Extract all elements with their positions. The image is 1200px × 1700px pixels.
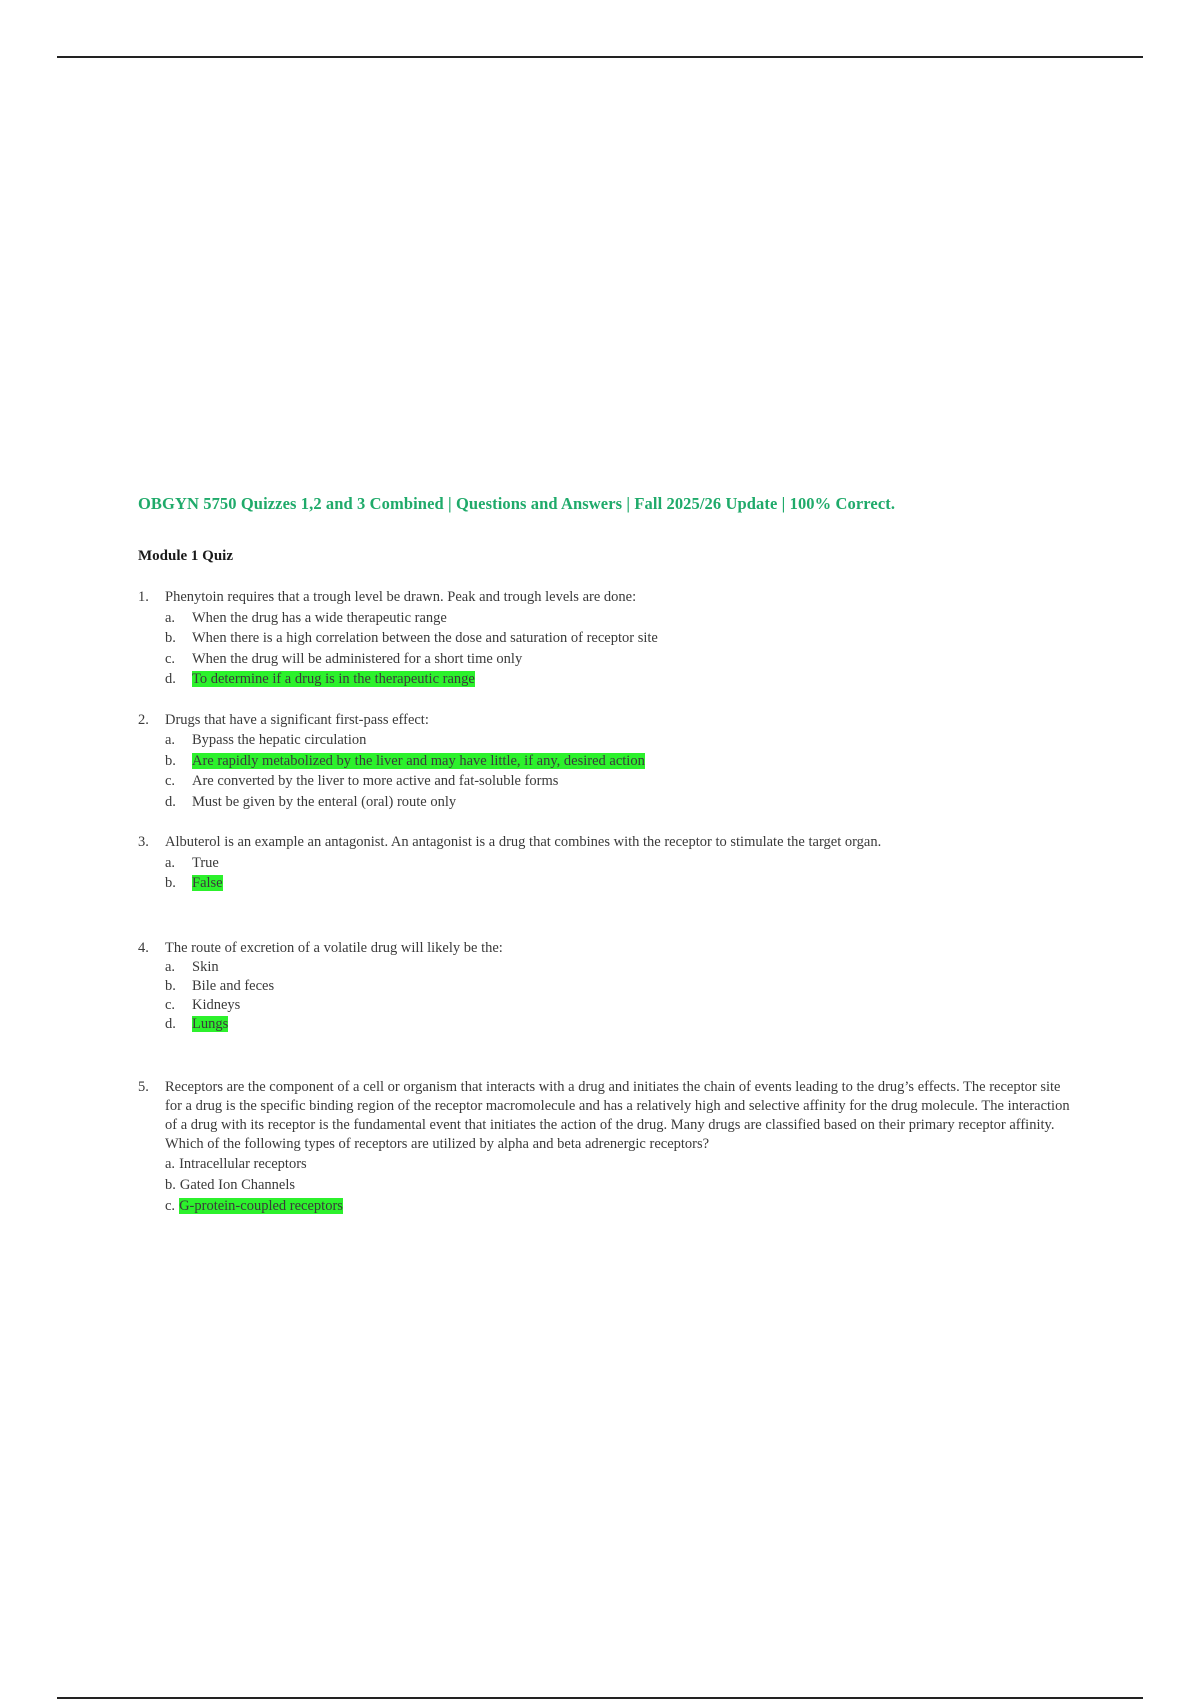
options-list <box>165 608 1078 690</box>
question-number: 4. <box>138 939 149 956</box>
option-text: Intracellular receptors <box>179 1156 307 1172</box>
question-2 <box>138 710 1078 731</box>
option <box>165 628 1078 649</box>
option-letter: b. <box>165 875 176 891</box>
option <box>165 649 1078 670</box>
question-text: Receptors are the component of a cell or organism that interacts with a drug and initiates the chain of events leading to the drug’s effects. The receptor site for a drug is the specific binding region of the receptor macromolecule and has a relatively high and selective affinity for the drug molecule. The interaction of a drug with its receptor is the fundamental event that initiates the action of the drug. Many drugs are classified based on their primary receptor affinity. Which of the following types of receptors are utilized by alpha and beta adrenergic receptors? <box>165 1079 1070 1152</box>
option-letter: a. <box>165 959 176 975</box>
correct-answer-highlight: False <box>192 875 223 891</box>
option <box>165 771 1078 792</box>
question-3 <box>138 832 1078 853</box>
options-list <box>165 853 1078 894</box>
question-number: 2. <box>138 711 149 728</box>
option-correct <box>165 751 1078 772</box>
correct-answer-highlight: To determine if a drug is in the therapeutic range <box>192 671 475 687</box>
option-text: Skin <box>192 959 219 975</box>
option-letter: c. <box>165 650 176 667</box>
question-5 <box>138 1078 1078 1154</box>
option-text: Kidneys <box>192 997 241 1013</box>
document-title: OBGYN 5750 Quizzes 1,2 and 3 Combined | Questions and Answers | Fall 2025/26 Update | 100% Correct. <box>138 494 896 513</box>
options-list <box>165 730 1078 812</box>
question-1 <box>138 587 1078 608</box>
option <box>165 1175 1078 1196</box>
option-text: Must be given by the enteral (oral) route only <box>192 793 457 810</box>
option <box>165 1154 1078 1175</box>
correct-answer-highlight: Lungs <box>192 1016 229 1032</box>
question-text: Albuterol is an example an antagonist. An antagonist is a drug that combines with the receptor to stimulate the target organ. <box>165 834 882 850</box>
option-letter: b. <box>165 978 176 994</box>
document-body <box>138 494 1078 1217</box>
option-correct <box>165 1196 1078 1217</box>
option-correct <box>165 873 1078 894</box>
option-letter: c. <box>165 1198 176 1214</box>
option <box>165 792 1078 813</box>
option-text: Bypass the hepatic circulation <box>192 732 367 748</box>
option <box>165 853 1078 874</box>
option-letter: d. <box>165 671 176 687</box>
option-text: Gated Ion Channels <box>179 1177 296 1193</box>
option-letter: a. <box>165 854 176 871</box>
question-text: Drugs that have a significant first-pass effect: <box>165 711 429 728</box>
question-text: Phenytoin requires that a trough level be drawn. Peak and trough levels are done: <box>165 589 637 605</box>
option-letter: c. <box>165 997 176 1013</box>
question-text: The route of excretion of a volatile drug will likely be the: <box>165 939 503 956</box>
question-4 <box>138 938 1078 959</box>
option-letter: d. <box>165 793 176 810</box>
option-letter: b. <box>165 1177 176 1193</box>
option-letter: b. <box>165 752 176 769</box>
option-letter: b. <box>165 630 176 646</box>
option-letter: d. <box>165 1016 176 1032</box>
options-list <box>165 958 1078 1034</box>
option <box>165 977 1078 996</box>
footer-rule <box>57 1697 1143 1699</box>
option-text: When the drug has a wide therapeutic range <box>192 609 447 626</box>
correct-answer-highlight: Are rapidly metabolized by the liver and may have little, if any, desired action <box>192 752 645 769</box>
option-letter: a. <box>165 732 176 748</box>
options-list <box>165 1154 1078 1217</box>
option <box>165 608 1078 629</box>
question-number: 1. <box>138 589 149 605</box>
option-letter: a. <box>165 1156 176 1172</box>
option-letter: a. <box>165 609 176 626</box>
header-rule <box>57 56 1143 58</box>
option-correct <box>165 1015 1078 1034</box>
option-text: When the drug will be administered for a short time only <box>192 650 523 667</box>
option <box>165 730 1078 751</box>
option-text: Bile and feces <box>192 978 275 994</box>
option <box>165 996 1078 1015</box>
module-title: Module 1 Quiz <box>138 548 234 564</box>
option-letter: c. <box>165 773 176 789</box>
option-correct <box>165 669 1078 690</box>
correct-answer-highlight: G-protein-coupled receptors <box>179 1198 343 1214</box>
question-number: 3. <box>138 834 149 850</box>
option-text: True <box>192 854 219 871</box>
question-number: 5. <box>138 1079 149 1095</box>
option <box>165 958 1078 977</box>
option-text: Are converted by the liver to more active and fat-soluble forms <box>192 773 559 789</box>
option-text: When there is a high correlation between the dose and saturation of receptor site <box>192 630 658 646</box>
